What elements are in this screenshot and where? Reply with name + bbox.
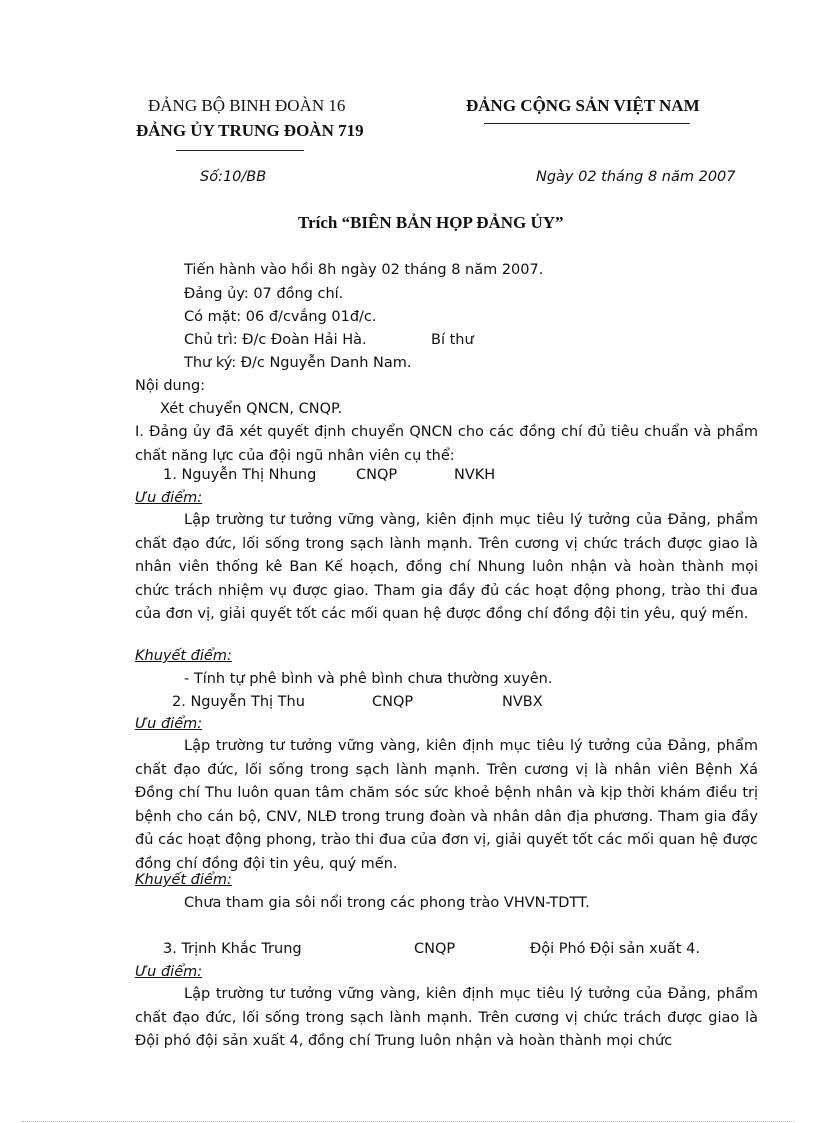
person-3-name: 3. Trịnh Khắc Trung bbox=[163, 941, 302, 957]
page-bottom-border bbox=[22, 1121, 794, 1122]
person-1-position: NVKH bbox=[454, 467, 496, 483]
document-number: Số:10/BB bbox=[200, 169, 267, 185]
document-title: Trích “BIÊN BẢN HỌP ĐẢNG ỦY” bbox=[298, 213, 564, 232]
meeting-attendance: Có mặt: 06 đ/cvắng 01đ/c. bbox=[184, 309, 377, 325]
person-2-merits: Lập trường tư tưởng vững vàng, kiên định mục tiêu lý tưởng của Đảng, phẩm chất đạo đức, lối sống trong sạch lành mạnh. Trên cương vị là nhân viên Bệnh Xá Đồng chí Thu luôn quan tâm chăm sóc sức khoẻ bệnh nhân và kịp thời khám điều trị bệnh cho cán bộ, CNV, NLĐ trong trung đoàn và nhân dân địa phương. Tham gia đầy đủ các hoạt động phong, trào thi đua của đơn vị, giải quyết tốt các mối quan hệ được đồng chí đồng đội tin yêu, quý mến. bbox=[135, 738, 758, 872]
person-1-type: CNQP bbox=[356, 467, 398, 483]
person-3-position: Đội Phó Đội sản xuất 4. bbox=[530, 941, 700, 957]
person-2-name: 2. Nguyễn Thị Thu bbox=[172, 694, 305, 710]
person-3-type: CNQP bbox=[414, 941, 456, 957]
person-1-flaws-label: Khuyết điểm: bbox=[135, 648, 232, 664]
meeting-members: Đảng ủy: 07 đồng chí. bbox=[184, 286, 344, 302]
content-intro: I. Đảng ủy đã xét quyết định chuyển QNCN cho các đồng chí đủ tiêu chuẩn và phẩm chất năng lực của đội ngũ nhân viên cụ thể: bbox=[135, 424, 758, 464]
person-1-merits: Lập trường tư tưởng vững vàng, kiên định mục tiêu lý tưởng của Đảng, phẩm chất đạo đức, lối sống trong sạch lành mạnh. Trên cương vị chức trách được giao là nhân viên thống kê Ban Kế hoạch, đồng chí Nhung luôn nhận và hoàn thành mọi chức trách nhiệm vụ được giao. Tham gia đầy đủ các hoạt động phong, trào thi đua của đơn vị, giải quyết tốt các mối quan hệ được đồng chí đồng đội tin yêu, quý mến. bbox=[135, 512, 758, 622]
header-right-underline bbox=[484, 123, 690, 124]
regiment-committee-name: ĐẢNG ỦY TRUNG ĐOÀN 719 bbox=[136, 121, 364, 140]
party-title: ĐẢNG CỘNG SẢN VIỆT NAM bbox=[466, 96, 700, 115]
header-left-underline bbox=[176, 150, 304, 151]
person-2-type: CNQP bbox=[372, 694, 414, 710]
meeting-secretary: Thư ký: Đ/c Nguyễn Danh Nam. bbox=[184, 355, 412, 371]
person-2-flaws-label: Khuyết điểm: bbox=[135, 872, 232, 888]
meeting-time: Tiến hành vào hồi 8h ngày 02 tháng 8 năm 2007. bbox=[184, 262, 544, 278]
person-3-merits-label: Ưu điểm: bbox=[135, 964, 203, 980]
person-2-position: NVBX bbox=[502, 694, 543, 710]
meeting-chair: Chủ trì: Đ/c Đoàn Hải Hà. bbox=[184, 332, 367, 348]
person-1-name: 1. Nguyễn Thị Nhung bbox=[163, 467, 317, 483]
person-1-merits-label: Ưu điểm: bbox=[135, 490, 203, 506]
meeting-chair-role: Bí thư bbox=[431, 332, 474, 348]
document-date: Ngày 02 tháng 8 năm 2007 bbox=[536, 169, 736, 185]
party-committee-name: ĐẢNG BỘ BINH ĐOÀN 16 bbox=[148, 96, 346, 115]
person-3-merits: Lập trường tư tưởng vững vàng, kiên định mục tiêu lý tưởng của Đảng, phẩm chất đạo đức, lối sống trong sạch lành mạnh. Trên cương vị chức trách được giao là Đội phó đội sản xuất 4, đồng chí Trung luôn nhận và hoàn thành mọi chức bbox=[135, 986, 758, 1049]
person-2-merits-label: Ưu điểm: bbox=[135, 716, 203, 732]
content-label: Nội dung: bbox=[135, 378, 206, 394]
content-item: Xét chuyển QNCN, CNQP. bbox=[160, 401, 343, 417]
person-1-flaws: - Tính tự phê bình và phê bình chưa thường xuyên. bbox=[184, 671, 553, 687]
person-2-flaws: Chưa tham gia sôi nổi trong các phong trào VHVN-TDTT. bbox=[184, 895, 590, 911]
